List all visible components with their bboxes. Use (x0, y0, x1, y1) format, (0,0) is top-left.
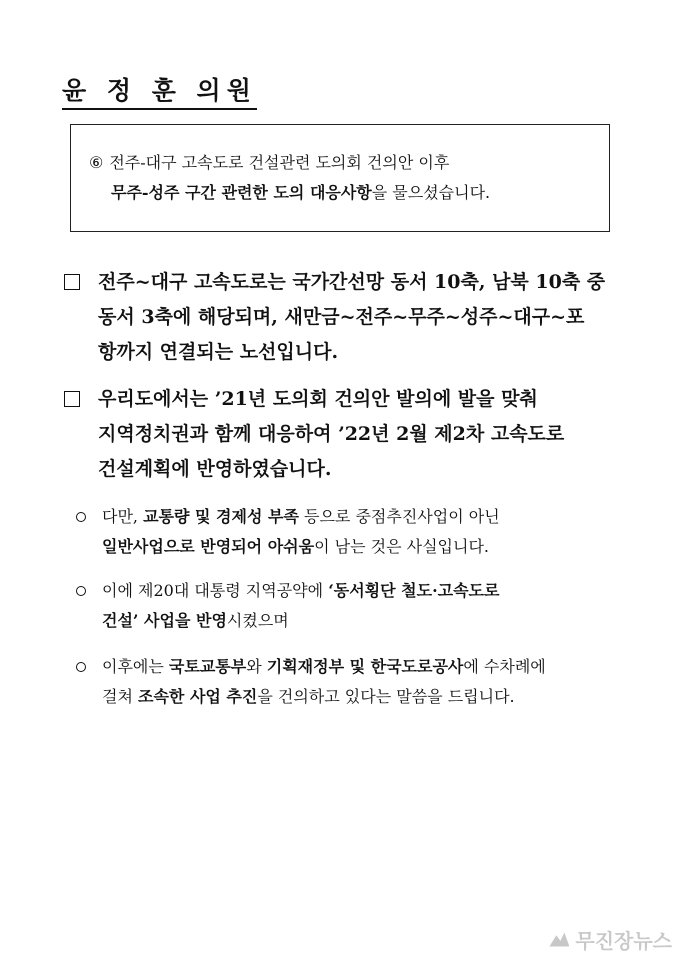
paragraph-1 (64, 265, 619, 370)
watermark-text: 무진장뉴스 (575, 929, 672, 953)
subpoint-3 (76, 652, 620, 712)
subpoint-2-text: 이에 제20대 대통령 지역공약에 ‘동서횡단 철도·고속도로 건설’ 사업을 반영시켰으며 (102, 581, 500, 630)
question-line-2 (111, 183, 490, 203)
question-line-1 (89, 153, 449, 173)
paragraph-2-text: 우리도에서는 ’21년 도의회 건의안 발의에 발을 맞춰 지역정치권과 함께 대응하여 ’22년 2월 제2차 고속도로 건설계획에 반영하였습니다. (98, 388, 565, 480)
watermark (549, 925, 672, 954)
square-bullet-icon (64, 274, 80, 290)
question-text-2: 을 물으셨습니다. (371, 183, 491, 202)
circle-bullet-icon (76, 586, 86, 596)
question-text-1: 전주-대구 고속도로 건설관련 도의회 건의안 이후 (109, 153, 450, 172)
circle-bullet-icon (76, 512, 86, 522)
page-title: 윤 정 훈 의원 (62, 76, 257, 110)
paragraph-2 (64, 382, 619, 487)
paragraph-1-text: 전주~대구 고속도로는 국가간선망 동서 10축, 남북 10축 중 동서 3축에 해당되며, 새만금~전주~무주~성주~대구~포 항까지 연결되는 노선입니다. (98, 271, 606, 363)
square-bullet-icon (64, 391, 80, 407)
subpoint-2 (76, 576, 620, 636)
mountain-logo-icon (549, 933, 569, 947)
circle-bullet-icon (76, 662, 86, 672)
subpoint-1-text: 다만, 교통량 및 경제성 부족 등으로 중점추진사업이 아닌 일반사업으로 반영되어 아쉬움이 남는 것은 사실입니다. (102, 507, 500, 556)
question-box (70, 124, 610, 232)
question-highlight: 무주-성주 구간 관련한 도의 대응사항 (111, 183, 372, 202)
subpoint-1 (76, 502, 620, 562)
subpoint-3-text: 이후에는 국토교통부와 기획재정부 및 한국도로공사에 수차례에 걸쳐 조속한 사업 추진을 건의하고 있다는 말씀을 드립니다. (102, 657, 546, 706)
question-number: ⑥ (89, 153, 104, 172)
